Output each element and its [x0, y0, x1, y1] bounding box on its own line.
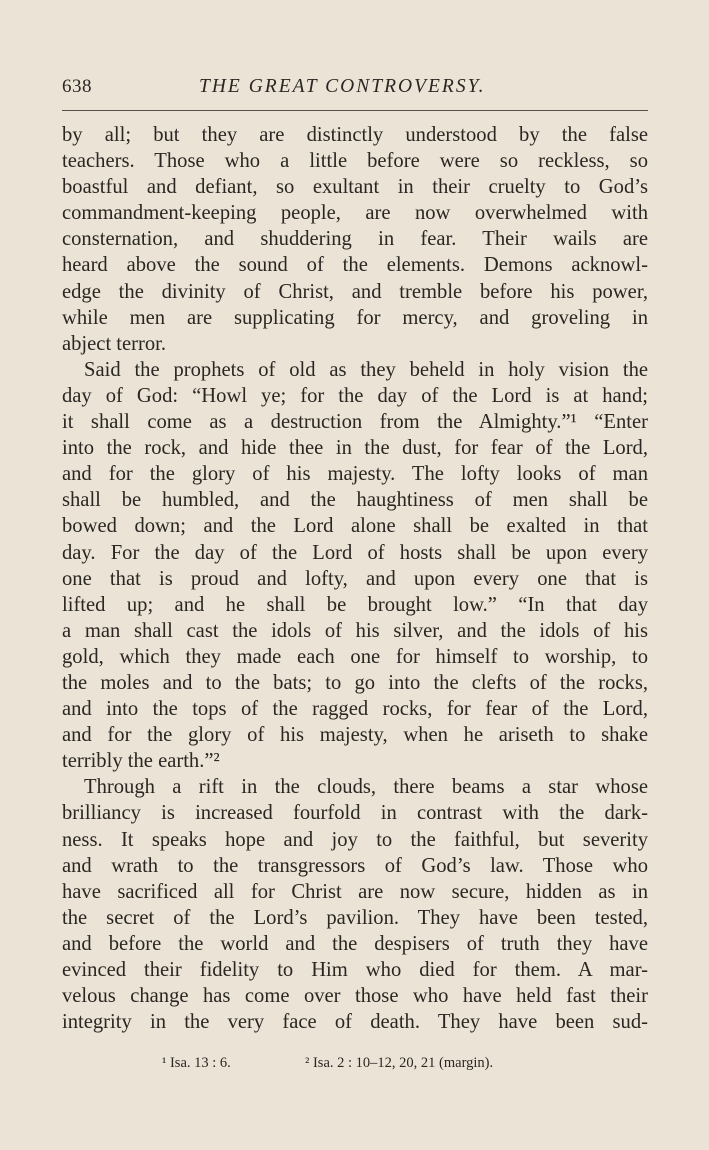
text-line: ness. It speaks hope and joy to the faithful, but severity: [62, 828, 648, 851]
body-text: [62, 122, 648, 1035]
text-line: have sacrificed all for Christ are now secure, hidden as in: [62, 880, 648, 903]
text-line: terribly the earth.”²: [62, 750, 220, 773]
text-line: Through a rift in the clouds, there beams a star whose: [84, 776, 648, 799]
text-line: velous change has come over those who have held fast their: [62, 985, 648, 1008]
text-line: and for the glory of his majesty. The lofty looks of man: [62, 463, 648, 486]
text-line: by all; but they are distinctly understood by the false: [62, 124, 648, 146]
text-line: integrity in the very face of death. They have been sud-: [62, 1011, 648, 1034]
page-number: 638: [62, 76, 92, 97]
text-line: and before the world and the despisers of truth they have: [62, 932, 648, 955]
text-line: it shall come as a destruction from the Almighty.”¹ “Enter: [62, 411, 648, 434]
page-header: [62, 76, 648, 102]
text-line: day. For the day of the Lord of hosts shall be upon every: [62, 541, 648, 564]
text-line: day of God: “Howl ye; for the day of the Lord is at hand;: [62, 384, 648, 407]
text-line: and into the tops of the ragged rocks, for fear of the Lord,: [62, 698, 648, 721]
text-line: edge the divinity of Christ, and tremble before his power,: [62, 280, 648, 303]
text-line: the secret of the Lord’s pavilion. They have been tested,: [62, 906, 648, 929]
text-line: a man shall cast the idols of his silver, and the idols of his: [62, 619, 648, 642]
text-line: boastful and defiant, so exultant in their cruelty to God’s: [62, 176, 648, 199]
text-line: lifted up; and he shall be brought low.” “In that day: [62, 593, 648, 616]
text-line: consternation, and shuddering in fear. Their wails are: [62, 228, 648, 251]
header-rule: [62, 110, 648, 111]
text-line: the moles and to the bats; to go into the clefts of the rocks,: [62, 671, 648, 694]
text-line: commandment-keeping people, are now overwhelmed with: [62, 202, 648, 225]
running-title: THE GREAT CONTROVERSY.: [199, 76, 486, 97]
footnote-1: ¹ Isa. 13 : 6.: [162, 1055, 231, 1071]
text-line: into the rock, and hide thee in the dust, for fear of the Lord,: [62, 437, 648, 460]
text-line: heard above the sound of the elements. Demons acknowl-: [62, 254, 648, 277]
text-line: while men are supplicating for mercy, and groveling in: [62, 306, 648, 329]
text-line: and for the glory of his majesty, when he ariseth to shake: [62, 724, 648, 747]
text-line: abject terror.: [62, 332, 167, 355]
text-line: brilliancy is increased fourfold in contrast with the dark-: [62, 802, 648, 825]
text-line: bowed down; and the Lord alone shall be exalted in that: [62, 515, 648, 538]
text-line: gold, which they made each one for himself to worship, to: [62, 645, 648, 668]
footnote-2: ² Isa. 2 : 10–12, 20, 21 (margin).: [305, 1055, 494, 1071]
text-line: Said the prophets of old as they beheld in holy vision the: [84, 358, 648, 381]
text-line: evinced their fidelity to Him who died for them. A mar-: [62, 959, 648, 981]
text-line: teachers. Those who a little before were so reckless, so: [62, 150, 648, 173]
text-line: and wrath to the transgressors of God’s law. Those who: [62, 854, 648, 877]
text-line: one that is proud and lofty, and upon every one that is: [62, 567, 648, 590]
text-line: shall be humbled, and the haughtiness of men shall be: [62, 489, 648, 512]
